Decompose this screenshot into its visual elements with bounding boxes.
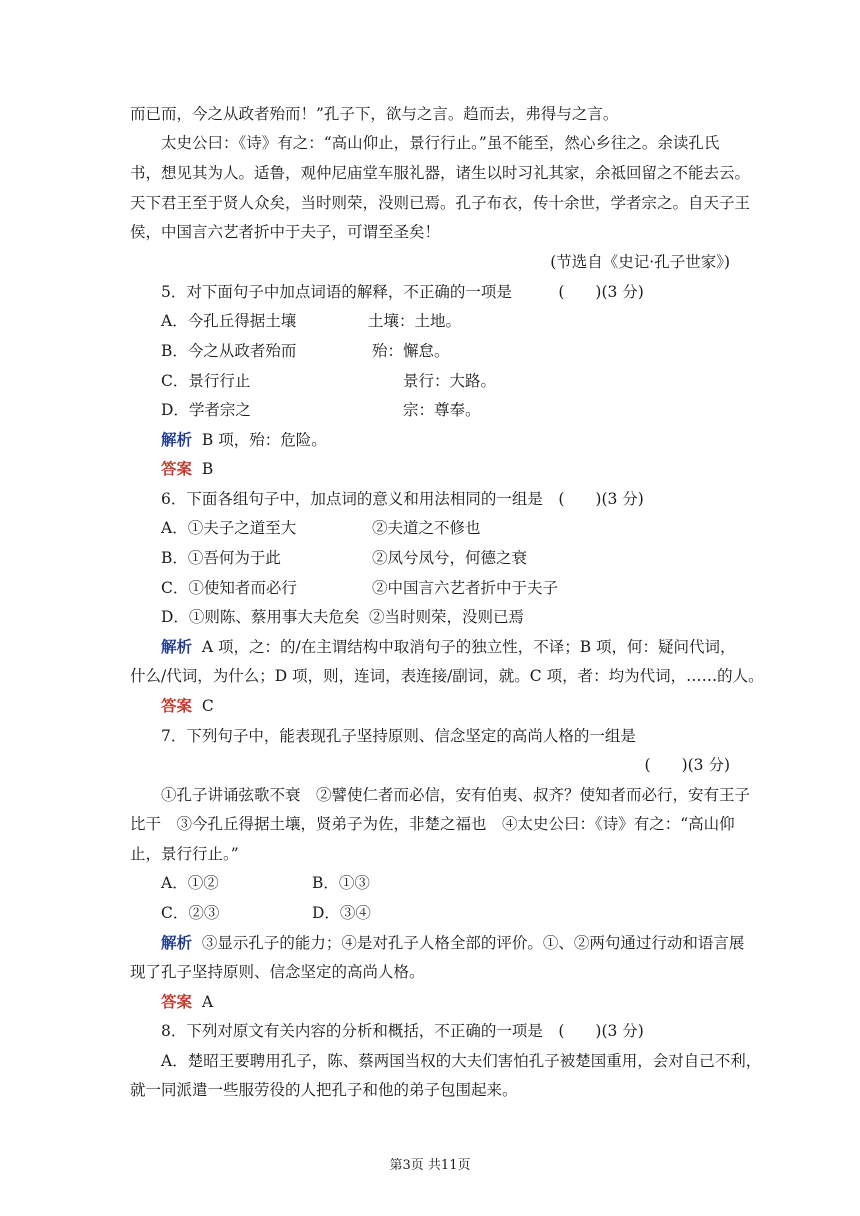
analysis-row	[161, 637, 736, 657]
option-text: 就一同派遣一些服劳役的人把孔子和他的弟子包围起来。	[130, 1081, 518, 1099]
answer-text: A	[201, 993, 214, 1011]
passage-line: 侯，中国言六艺者折中于夫子，可谓至圣矣！	[130, 223, 441, 241]
question-5-stem: 5．对下面句子中加点词语的解释，不正确的一项是 ( )(3 分)	[161, 283, 644, 301]
option-gloss: 殆：懈怠。	[372, 342, 450, 360]
passage-line: 书，想见其为人。适鲁，观仲尼庙堂车服礼器，诸生以时习礼其家，余祗回留之不能去云。	[130, 164, 751, 182]
option-gloss: 宗：尊奉。	[403, 401, 481, 419]
answer-label: 答案	[161, 459, 193, 478]
analysis-row	[161, 430, 327, 450]
question-7-body: ①孔子讲诵弦歌不衰 ②譬使仁者而必信，安有伯夷、叔齐？使知者而必行，安有王子	[161, 786, 751, 804]
option-text: A．楚昭王要聘用孔子，陈、蔡两国当权的大夫们害怕孔子被楚国重用，会对自己不利，	[161, 1052, 762, 1070]
answer-text: C	[201, 697, 214, 715]
page-footer: 第3页 共11页	[389, 1158, 471, 1173]
option-text: A．①②	[161, 874, 219, 892]
answer-row	[161, 696, 214, 716]
analysis-text: 现了孔子坚持原则、信念坚定的高尚人格。	[130, 963, 425, 981]
option-text: ②中国言六艺者折中于夫子	[372, 579, 559, 597]
option-text: D．学者宗之	[161, 401, 251, 419]
option-text: D．③④	[312, 904, 371, 922]
option-text: B．今之从政者殆而	[161, 342, 297, 360]
question-7-body: 止，景行行止。”	[130, 845, 239, 863]
analysis-row	[161, 933, 744, 953]
option-text: A．今孔丘得据土壤	[161, 312, 297, 330]
answer-row	[161, 459, 213, 479]
option-text: D．①则陈、蔡用事大夫危矣	[161, 608, 360, 626]
question-6-stem: 6．下面各组句子中，加点词的意义和用法相同的一组是 ( )(3 分)	[161, 490, 644, 508]
option-text: C．②③	[161, 904, 220, 922]
answer-row	[161, 992, 213, 1012]
option-text: B．①吾何为于此	[161, 549, 281, 567]
analysis-text: A 项，之：的/在主谓结构中取消句子的独立性，不译；B 项，何：疑问代词，	[201, 638, 736, 656]
option-gloss: 景行：大路。	[403, 372, 497, 390]
analysis-label: 解析	[161, 933, 193, 952]
answer-label: 答案	[161, 992, 193, 1011]
option-text: ②夫道之不修也	[372, 519, 481, 537]
option-text: C．①使知者而必行	[161, 579, 297, 597]
option-text: C．景行行止	[161, 372, 251, 390]
analysis-label: 解析	[161, 637, 193, 656]
passage-line: 而已而，今之从政者殆而！”孔子下，欲与之言。趋而去，弗得与之言。	[130, 105, 619, 123]
answer-text: B	[201, 460, 214, 478]
option-gloss: 土壤：土地。	[368, 312, 462, 330]
question-7-score: ( )(3 分)	[644, 756, 730, 774]
answer-label: 答案	[161, 696, 193, 715]
passage-line: 太史公曰：《诗》有之：“高山仰止，景行行止。”虽不能至，然心乡往之。余读孔氏	[161, 134, 720, 152]
analysis-label: 解析	[161, 430, 193, 449]
analysis-text: ③显示孔子的能力；④是对孔子人格全部的评价。①、②两句通过行动和语言展	[201, 934, 745, 952]
question-7-body: 比干 ③今孔丘得据土壤，贤弟子为佐，非楚之福也 ④太史公曰：《诗》有之：“高山仰	[130, 815, 735, 833]
option-text: ②当时则荣，没则已焉	[369, 608, 525, 626]
option-text: ②凤兮凤兮，何德之衰	[372, 549, 528, 567]
question-7-stem: 7．下列句子中，能表现孔子坚持原则、信念坚定的高尚人格的一组是	[161, 727, 636, 745]
option-text: A．①夫子之道至大	[161, 519, 297, 537]
analysis-text: 什么/代词，为什么；D 项，则，连词，表连接/副词，就。C 项，者：均为代词，……的人。	[130, 667, 764, 685]
option-text: B．①③	[312, 874, 370, 892]
question-8-stem: 8．下列对原文有关内容的分析和概括，不正确的一项是 ( )(3 分)	[161, 1022, 644, 1040]
passage-line: 天下君王至于贤人众矣，当时则荣，没则已焉。孔子布衣，传十余世，学者宗之。自天子王	[130, 194, 751, 212]
analysis-text: B 项，殆：危险。	[201, 431, 327, 449]
passage-source: (节选自《史记·孔子世家》)	[550, 253, 730, 271]
